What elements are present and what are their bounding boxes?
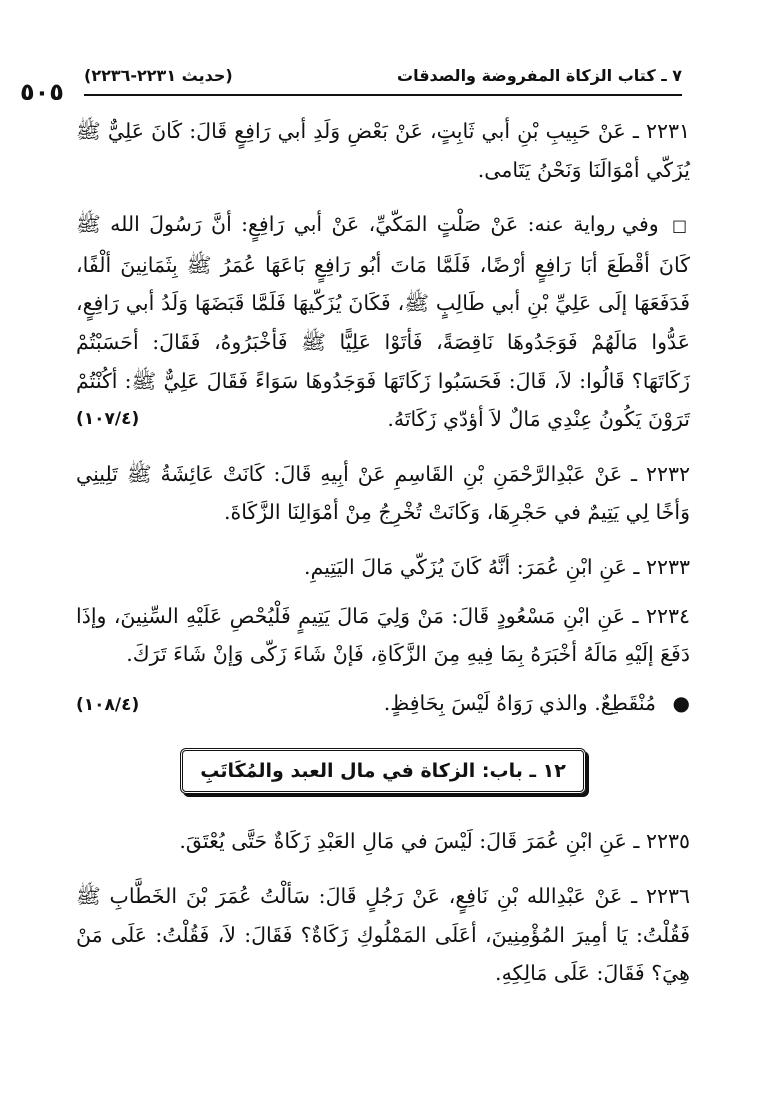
- note-reference: (١٠٨/٤): [76, 694, 140, 715]
- hadith-text: ٢٢٣٢ ـ عَنْ عَبْدِالرَّحْمَنِ بْنِ القَاسِمِ عَنْ أبِيهِ قَالَ: كَانَتْ عَائِشَةُ ﷺ تَلِينِي وَأخًا لِي يَتِيمٌ في حَجْرِهَا، وَكَانَتْ تُخْرِجُ مِنْ أمْوَالِنَا الزَّكَاةَ.: [76, 461, 690, 525]
- hadith-2235: [76, 822, 690, 861]
- hadith-text: ٢٢٣٣ ـ عَنِ ابْنِ عُمَرَ: أنَّهُ كَانَ يُزَكّي مَالَ اليَتِيمِ.: [304, 554, 690, 579]
- running-header: [84, 58, 682, 92]
- hadith-2236: [76, 877, 690, 993]
- hadith-2232: [76, 455, 690, 532]
- reference: (١٠٧/٤): [76, 409, 140, 430]
- hadith-text: ٢٢٣٦ ـ عَنْ عَبْدِالله بْنِ نَافِعٍ، عَنْ رَجُلٍ قَالَ: سَألْتُ عُمَرَ بْنَ الخَطَّابِ ﷺ فَقُلْتُ: يَا أمِيرَ المُؤْمِنِينَ، أعَلَى المَمْلُوكِ زَكَاةٌ؟ فَقَالَ: لاَ، فَقُلْتُ: عَلَى مَنْ هِيَ؟ فَقَالَ: عَلَى مَالِكِهِ.: [76, 883, 690, 986]
- note-text: مُنْقَطِعٌ. والذي رَوَاهُ لَيْسَ بِحَافِظٍ.: [383, 690, 657, 715]
- chapter-heading-text: ١٢ ـ باب: الزكاة في مال العبد والمُكَاتَبِ: [200, 760, 566, 783]
- note-line: [76, 684, 690, 725]
- hadith-2231: [76, 112, 690, 189]
- hadith-2234: [76, 597, 690, 674]
- bullet-icon: ●: [672, 690, 690, 715]
- chapter-heading: [180, 748, 586, 794]
- hadith-text: ٢٢٣٤ ـ عَنِ ابْنِ مَسْعُودٍ قَالَ: مَنْ وَلِيَ مَالَ يَتِيمٍ فَلْيُحْصِ عَلَيْهِ السِّنِينَ، وإذَا دَفَعَ إلَيْهِ مَالَهُ أخْبَرَهُ بِمَا فِيهِ مِنَ الزَّكَاةِ، فَإنْ شَاءَ زَكّى وَإنْ شَاءَ تَرَكَ.: [76, 603, 690, 667]
- hadith-range: (حديث ٢٢٣١-٢٢٣٦): [84, 65, 233, 85]
- hadith-2233: [76, 548, 690, 587]
- note-group: [384, 684, 690, 723]
- page-number: ٥٠٥: [20, 78, 64, 106]
- hadith-text: وفي رواية عنه: عَنْ صَلْتٍ المَكّيِّ، عَنْ أبي رَافِعٍ: أنَّ رَسُولَ الله ﷺ كَانَ أقْطَعَ أبَا رَافِعٍ أرْضًا، فَلَمَّا مَاتَ أبُو رَافِعٍ بَاعَهَا عُمَرُ ﷺ بِثَمَانِينَ ألْفًا، فَدَفَعَهَا إلَى عَلِيِّ بْنِ أبي طَالِبٍ ﷺ، فَكَانَ يُزَكّيهَا فَلَمَّا قَبَضَهَا وَلَدُ أبي رَافِعٍ، عَدُّوا مَالَهُمْ فَوَجَدُوهَا نَاقِصَةً، فَأتَوْا عَلِيًّا ﷺ فَأخْبَرُوهُ، فَقَالَ: أحَسَبْتُمْ زَكَاتَهَا؟ قَالُوا: لاَ، قَالَ: فَحَسَبُوا زَكَاتَهَا فَوَجَدُوهَا سَوَاءً فَقَالَ عَلِيٌّ ﷺ: أكُنْتُمْ تَرَوْنَ يَكُونُ عِنْدِي مَالٌ لاَ أؤدّي زَكَاتَهُ.: [76, 212, 690, 432]
- square-marker-icon: □: [672, 216, 690, 236]
- header-rule: [84, 94, 682, 96]
- page-body: [76, 112, 690, 1009]
- hadith-text: ٢٢٣٥ ـ عَنِ ابْنِ عُمَرَ قَالَ: لَيْسَ في مَالِ العَبْدِ زَكَاةٌ حَتَّى يُعْتَقَ.: [179, 829, 690, 854]
- hadith-text: ٢٢٣١ ـ عَنْ حَبِيبِ بْنِ أبي ثَابِتٍ، عَنْ بَعْضِ وَلَدِ أبي رَافِعٍ قَالَ: كَانَ عَلِيٌّ ﷺ يُزَكّي أمْوَالَنَا وَنَحْنُ يَتَامى.: [76, 119, 690, 182]
- chapter-title: ٧ ـ كتاب الزكاة المفروضة والصدقات: [396, 65, 682, 85]
- hadith-2231-variant: [76, 205, 690, 439]
